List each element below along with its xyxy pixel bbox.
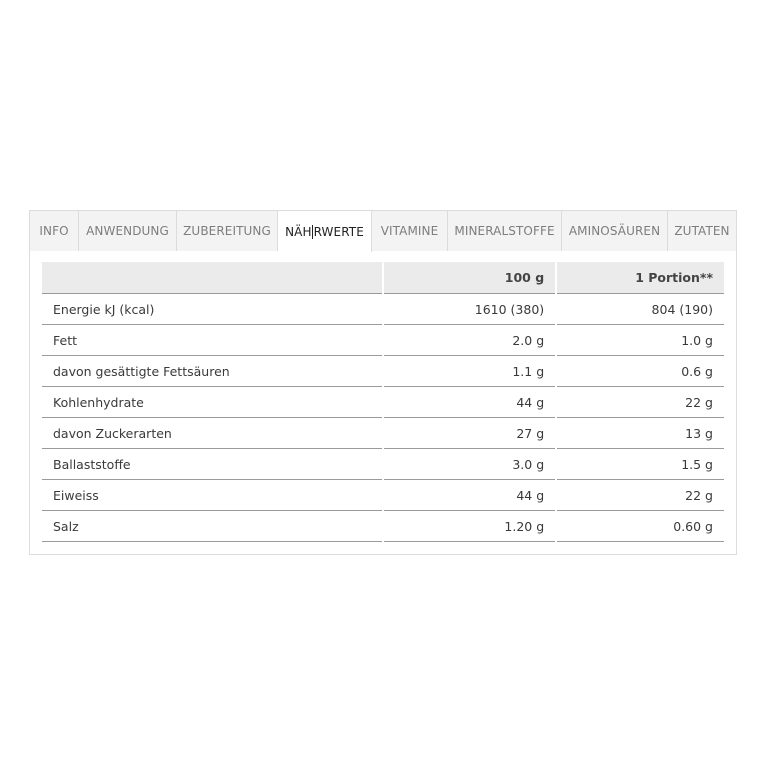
tab-vitamine-label: VITAMINE — [380, 224, 439, 238]
value-per-portion: 804 (190) — [557, 294, 724, 325]
tab-anwendung[interactable] — [79, 211, 177, 251]
table-row — [42, 511, 724, 542]
value-per-portion: 13 g — [557, 418, 724, 449]
value-per-100g: 3.0 g — [384, 449, 555, 480]
value-per-100g: 1.1 g — [384, 356, 555, 387]
value-per-100g: 44 g — [384, 480, 555, 511]
nutrient-name: Kohlenhydrate — [42, 387, 382, 418]
tab-anwendung-label: ANWENDUNG — [86, 224, 169, 238]
nutrition-table — [42, 262, 724, 542]
nutrient-name: Fett — [42, 325, 382, 356]
value-per-portion: 0.60 g — [557, 511, 724, 542]
header-per-portion: 1 Portion** — [557, 262, 724, 294]
nutrient-name: Salz — [42, 511, 382, 542]
tab-aminosaeuren[interactable] — [562, 211, 668, 251]
table-row — [42, 387, 724, 418]
nutrient-name: davon gesättigte Fettsäuren — [42, 356, 382, 387]
tab-aminosaeuren-label: AMINOSÄUREN — [568, 224, 661, 238]
value-per-100g: 1.20 g — [384, 511, 555, 542]
value-per-portion: 22 g — [557, 387, 724, 418]
value-per-portion: 1.5 g — [557, 449, 724, 480]
tab-zubereitung[interactable] — [177, 211, 278, 251]
table-row — [42, 449, 724, 480]
tab-naehrwerte-label-part1: NÄH — [285, 224, 312, 239]
table-header-row — [42, 262, 724, 294]
tab-bar — [30, 211, 736, 251]
tab-vitamine[interactable] — [372, 211, 448, 251]
tab-mineralstoffe[interactable] — [448, 211, 562, 251]
nutrient-name: Energie kJ (kcal) — [42, 294, 382, 325]
nutrient-name: davon Zuckerarten — [42, 418, 382, 449]
value-per-100g: 1610 (380) — [384, 294, 555, 325]
value-per-100g: 27 g — [384, 418, 555, 449]
value-per-portion: 0.6 g — [557, 356, 724, 387]
product-details-panel — [29, 210, 737, 555]
tab-zubereitung-label: ZUBEREITUNG — [183, 224, 271, 238]
tab-naehrwerte-label-part2: RWERTE — [313, 224, 364, 239]
tab-zutaten[interactable] — [668, 211, 736, 251]
table-row — [42, 480, 724, 511]
table-row — [42, 418, 724, 449]
table-row — [42, 325, 724, 356]
table-row — [42, 356, 724, 387]
value-per-100g: 2.0 g — [384, 325, 555, 356]
tab-info-label: INFO — [39, 224, 69, 238]
header-nutrient — [42, 262, 382, 294]
value-per-portion: 22 g — [557, 480, 724, 511]
tab-mineralstoffe-label: MINERALSTOFFE — [454, 224, 555, 238]
tab-zutaten-label: ZUTATEN — [674, 224, 730, 238]
header-per-100g: 100 g — [384, 262, 555, 294]
value-per-100g: 44 g — [384, 387, 555, 418]
nutrient-name: Eiweiss — [42, 480, 382, 511]
table-row — [42, 294, 724, 325]
tab-naehrwerte[interactable] — [278, 211, 372, 252]
nutrient-name: Ballaststoffe — [42, 449, 382, 480]
value-per-portion: 1.0 g — [557, 325, 724, 356]
tab-info[interactable] — [30, 211, 79, 251]
